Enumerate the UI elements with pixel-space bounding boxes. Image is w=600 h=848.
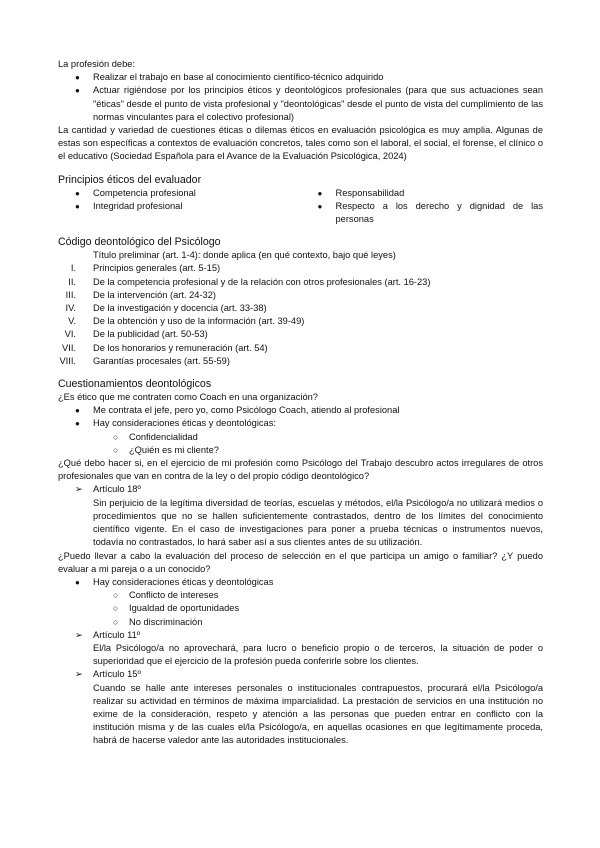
article-item: ➢ Artículo 11º [58,629,543,642]
bullet-icon: ● [317,201,323,211]
bullet-icon: ● [75,73,80,83]
bullet-icon: ● [75,406,80,416]
code-item: VIII. Garantías procesales (art. 55-59) [58,355,543,368]
roman-numeral: V. [68,316,76,327]
code-heading: Código deontológico del Psicólogo [58,236,221,249]
circle-bullet-icon: ○ [113,444,119,455]
question-3: ¿Puedo llevar a cabo la evaluación del proceso de selección en el que participa un amigo o familiar? ¿Y puedo evaluar a mi pareja o a un conocido? [58,550,543,574]
article-text: Cuando se halle ante intereses personales o institucionales contrapuestos, procurará el/la Psicólogo/a realizar su actividad en términos de máxima imparcialidad. La prestación de servicios en una institución no exime de la consideración, respeto y atención a las personas que pueden entrar en conflicto con la institución misma y de las cuales el/la Psicólogo/a, en aquellas ocasiones en que legítimamente proceda, habrá de hacerse valedor ante las autoridades institucionales. [93,682,543,746]
question-2: ¿Qué debo hacer si, en el ejercicio de mi profesión como Psicólogo del Trabajo descubro actos irregulares de otros profesionales que van en contra de la ley o del propio código deontológico? [58,458,543,482]
sub-bullet-item: ○ Conflicto de intereses [58,589,543,602]
bullet-icon: ● [75,419,80,429]
roman-numeral: III. [65,289,76,300]
bullet-icon: ● [75,188,80,198]
code-item: VI. De la publicidad (art. 50-53) [58,328,543,341]
circle-bullet-icon: ○ [113,603,119,614]
principles-left [58,187,301,227]
intro-title: La profesión debe: [58,59,136,69]
principles-heading: Principios éticos del evaluador [58,173,202,186]
sub-bullet-item: ○ Confidencialidad [58,431,543,444]
bullet-item: ● Competencia profesional [58,187,301,200]
arrow-bullet-icon: ➢ [75,669,83,680]
bullet-item: ● Me contrata el jefe, pero yo, como Psicólogo Coach, atiendo al profesional [58,404,543,417]
circle-bullet-icon: ○ [113,431,119,442]
arrow-bullet-icon: ➢ [75,629,83,640]
roman-numeral: VI. [64,329,76,340]
bullet-item: ● Integridad profesional [58,200,301,213]
document-page [58,58,543,748]
bullet-item: ● Hay consideraciones éticas y deontológicas [58,576,543,589]
sub-bullet-item: ○ Igualdad de oportunidades [58,602,543,615]
sub-bullet-item: ○ No discriminación [58,616,543,629]
article-item: ➢ Artículo 18º [58,483,543,496]
code-item: III. De la intervención (art. 24-32) [58,289,543,302]
code-item: I. Principios generales (art. 5-15) [58,262,543,275]
article-text: El/la Psicólogo/a no aprovechará, para lucro o beneficio propio o de terceros, la situación de poder o superioridad que el ejercicio de la profesión pueda conferirle sobre los clientes. [93,642,543,667]
roman-numeral: II. [68,276,76,287]
code-item: IV. De la investigación y docencia (art. 33-38) [58,302,543,315]
sub-bullet-item: ○ ¿Quién es mi cliente? [58,444,543,457]
bullet-icon: ● [317,188,323,198]
bullet-icon: ● [75,86,80,96]
roman-numeral: VIII. [59,355,76,366]
bullet-item: ● Responsabilidad [301,187,544,200]
roman-numeral: VII. [62,342,76,353]
bullet-icon: ● [75,577,80,587]
principles-right [301,187,544,227]
bullet-icon: ● [75,201,80,211]
questions-heading: Cuestionamientos deontológicos [58,378,212,391]
bullet-item: ● Hay consideraciones éticas y deontológicas: [58,417,543,430]
bullet-item: ● Respecto a los derecho y dignidad de las personas [317,200,543,225]
article-text: Sin perjuicio de la legítima diversidad de teorías, escuelas y métodos, el/la Psicólogo/a no utilizará medios o procedimientos que no se hallen suficientemente contrastados, dentro de los límites del conocimiento científico vigente. En el caso de investigaciones para poner a prueba técnicas o instrumentos nuevos, todavía no contrastados, lo hará saber así a sus clientes antes de su utilización. [93,497,543,548]
code-item: II. De la competencia profesional y de la relación con otros profesionales (art. 16-23) [58,276,543,289]
roman-numeral: IV. [65,303,76,314]
code-preliminary: Título preliminar (art. 1-4): donde aplica (en qué contexto, bajo qué leyes) [93,250,396,261]
question-1: ¿Es ético que me contraten como Coach en una organización? [58,392,318,403]
code-item: VII. De los honorarios y remuneración (art. 54) [58,342,543,355]
code-item: V. De la obtención y uso de la información (art. 39-49) [58,315,543,328]
roman-numeral: I. [70,263,76,274]
bullet-item: ● Actuar rigiéndose por los principios éticos y deontológicos profesionales (para que sus actuaciones sean "éticas" desde el punto de vista profesional y "deontológicas" desde el punto de vista del cumplimiento de las normas vinculantes para el colectivo profesional) [75,85,543,122]
arrow-bullet-icon: ➢ [75,484,83,495]
bullet-item: ● Realizar el trabajo en base al conocimiento científico-técnico adquirido [58,71,543,84]
article-item: ➢ Artículo 15º [58,668,543,681]
circle-bullet-icon: ○ [113,590,119,601]
principles-columns [58,187,543,227]
circle-bullet-icon: ○ [113,616,119,627]
intro-paragraph: La cantidad y variedad de cuestiones éticas o dilemas éticos en evaluación psicológica es muy amplia. Algunas de estas son específicas a contextos de evaluación concretos, tales como son el laboral, el social, el forense, el clínico o el educativo (Sociedad Española para el Avance de la Evaluación Psicológica, 2024) [58,125,543,162]
